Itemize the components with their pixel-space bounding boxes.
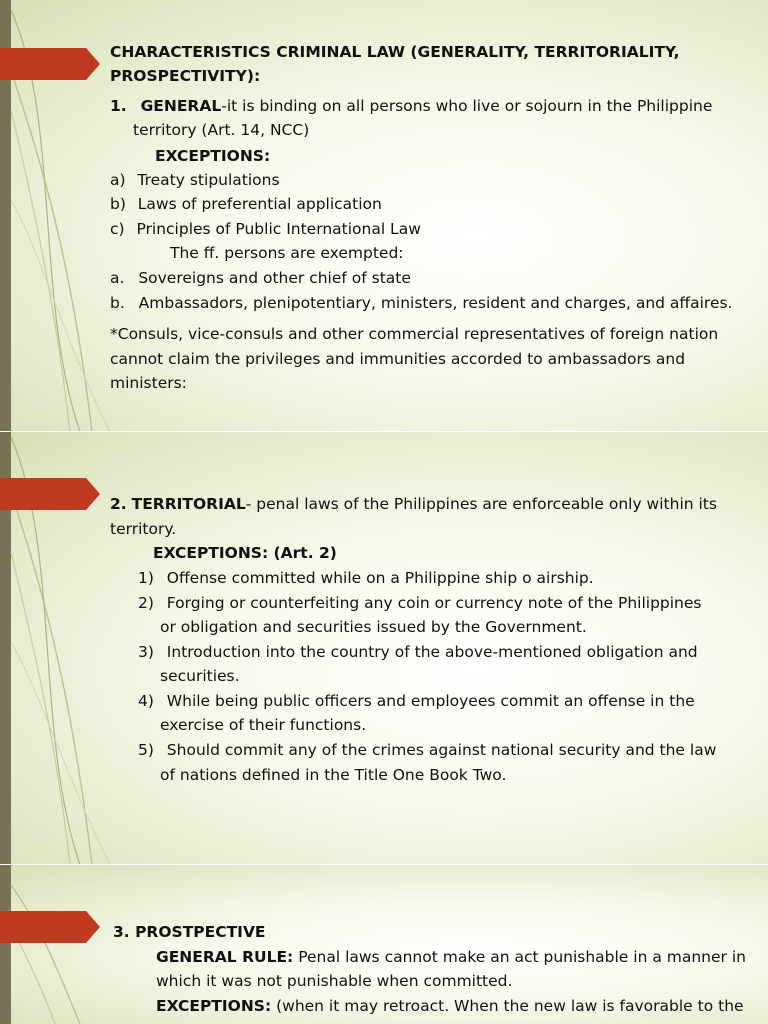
item-number: 1. xyxy=(110,97,127,115)
item-definition: -it is binding on all persons who live or sojourn in the Philippine xyxy=(221,97,713,115)
list-marker: 4) xyxy=(138,692,154,710)
exceptions-label: EXCEPTIONS: xyxy=(156,997,272,1015)
exception-item xyxy=(110,168,280,193)
item-prospective: 3. PROSTPECTIVE xyxy=(113,923,266,941)
list-marker: b. xyxy=(110,294,125,312)
note-text: *Consuls, vice-consuls and other commercial representatives of foreign nation xyxy=(110,325,719,343)
general-rule xyxy=(156,945,746,970)
general-rule-text: Penal laws cannot make an act punishable in a manner in xyxy=(293,948,746,966)
exempted-item xyxy=(110,291,732,316)
list-marker: 3) xyxy=(138,643,154,661)
exception-item xyxy=(138,738,716,763)
slide-prospective xyxy=(0,865,768,1024)
list-text: While being public officers and employees commit an offense in the xyxy=(166,692,695,710)
exception-item xyxy=(110,192,382,217)
item-definition-cont: territory. xyxy=(110,520,177,538)
list-text: Ambassadors, plenipotentiary, ministers, resident and charges, and affaires. xyxy=(138,294,733,312)
list-text-cont: or obligation and securities issued by the Government. xyxy=(160,618,587,636)
list-marker: 5) xyxy=(138,741,154,759)
list-marker: 1) xyxy=(138,569,154,587)
list-text: Offense committed while on a Philippine ship o airship. xyxy=(166,569,594,587)
list-marker: a) xyxy=(110,171,126,189)
exception-item xyxy=(110,217,421,242)
exception-item xyxy=(138,591,702,616)
list-marker: b) xyxy=(110,195,126,213)
exceptions-label: EXCEPTIONS: xyxy=(155,147,271,165)
slide-general xyxy=(0,0,768,432)
item-number: 2. xyxy=(110,495,127,513)
exception-item xyxy=(138,689,695,714)
list-text-cont: securities. xyxy=(160,667,240,685)
item-definition-cont: territory (Art. 14, NCC) xyxy=(133,121,310,139)
item-term: TERRITORIAL xyxy=(131,495,246,513)
exception-item xyxy=(138,640,698,665)
general-rule-cont: which it was not punishable when committed. xyxy=(156,972,513,990)
list-text: Should commit any of the crimes against national security and the law xyxy=(166,741,717,759)
slide-heading: CHARACTERISTICS CRIMINAL LAW (GENERALITY, TERRITORIALITY, xyxy=(110,43,680,61)
note-text-cont: cannot claim the privileges and immunities accorded to ambassadors and xyxy=(110,350,686,368)
swirl-decoration xyxy=(0,865,130,1024)
item-definition: - penal laws of the Philippines are enforceable only within its xyxy=(245,495,717,513)
slide-territorial xyxy=(0,432,768,865)
slide-heading-cont: PROSPECTIVITY): xyxy=(110,67,261,85)
list-marker: 2) xyxy=(138,594,154,612)
item-term: GENERAL xyxy=(140,97,222,115)
arrow-banner-icon xyxy=(0,911,100,943)
list-text-cont: exercise of their functions. xyxy=(160,716,367,734)
list-text: Treaty stipulations xyxy=(137,171,280,189)
list-text: Sovereigns and other chief of state xyxy=(138,269,411,287)
item-general xyxy=(110,94,712,119)
exceptions-label: EXCEPTIONS: (Art. 2) xyxy=(153,544,337,562)
list-text-cont: of nations defined in the Title One Book Two. xyxy=(160,766,507,784)
exempted-item xyxy=(110,266,411,291)
list-text: Laws of preferential application xyxy=(137,195,382,213)
general-rule-label: GENERAL RULE: xyxy=(156,948,294,966)
list-text: Principles of Public International Law xyxy=(136,220,421,238)
list-text: Forging or counterfeiting any coin or currency note of the Philippines xyxy=(166,594,702,612)
exempted-intro: The ff. persons are exempted: xyxy=(170,244,404,262)
list-marker: a. xyxy=(110,269,125,287)
list-marker: c) xyxy=(110,220,125,238)
arrow-banner-icon xyxy=(0,48,100,80)
note-text-cont: ministers: xyxy=(110,374,187,392)
exception-item xyxy=(138,566,594,591)
list-text: Introduction into the country of the above-mentioned obligation and xyxy=(166,643,698,661)
prospective-exceptions xyxy=(156,994,744,1019)
item-territorial xyxy=(110,492,717,517)
arrow-banner-icon xyxy=(0,478,100,510)
exceptions-text: (when it may retroact. When the new law is favorable to the xyxy=(271,997,744,1015)
